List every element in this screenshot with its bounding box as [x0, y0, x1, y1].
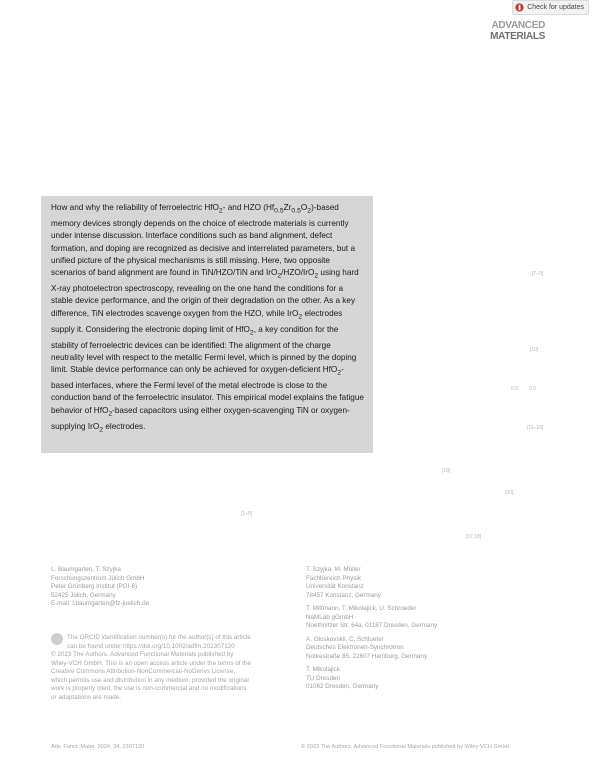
affiliation-line: 01062 Dresden, Germany: [306, 683, 379, 690]
notice-line[interactable]: can be found under https://doi.org/10.1002/adfm.202307120: [67, 642, 235, 650]
notice-line: work is properly cited, the use is non-commercial and no modifications: [51, 685, 247, 692]
license-notice: [51, 634, 301, 702]
ref-marker: [18]: [442, 468, 451, 474]
ref-marker: [11–16]: [527, 425, 544, 431]
check-for-updates-badge[interactable]: [512, 0, 589, 15]
ref-marker: [17,18]: [466, 534, 482, 540]
ref-marker: 0.5: [529, 386, 536, 392]
ref-marker: [10]: [530, 347, 539, 353]
affiliation-line: 52425 Jülich, Germany: [51, 591, 116, 599]
affiliation-line: Deutsches Elektronen-Synchrotron: [306, 644, 404, 651]
affiliation-line: TU Dresden: [306, 674, 340, 682]
journal-logo-line2: MATERIALS: [490, 31, 545, 42]
journal-logo-line1: ADVANCED: [491, 20, 545, 31]
notice-line: or adaptations are made.: [51, 693, 122, 701]
ref-marker: [20]: [505, 490, 514, 496]
affiliation-line: Notkestraße 85, 22607 Hamburg, Germany: [306, 652, 428, 660]
affiliation-line: 78457 Konstanz, Germany: [306, 591, 381, 599]
affiliation-line: T. Mikolajick: [306, 666, 340, 673]
affiliations-right: [306, 566, 437, 692]
ref-marker: [7–9]: [532, 271, 544, 277]
abstract-box: [41, 196, 373, 453]
affiliation-line[interactable]: E-mail: l.baumgarten@fz-juelich.de: [51, 600, 150, 607]
badge-label: Check for updates: [527, 4, 584, 11]
abstract-text: How and why the reliability of ferroelectric HfO$_2$- and HZO $(Hf_{0.5}Zr_{0.5}O_2)$-based memory devices strongly depends on the choice of electrode materials is currently under intense discussion. Interface conditions such as band alignment, defect formation, and doping are recognized as decisive and interrelated parameters, but a unified picture of the physical mechanisms is still missing. Here, two opposite scenarios of band alignment are found in TiN/HZO/TiN and IrO$_2$/HZO/IrO$_2$ using hard X-ray photoelectron spectroscopy, revealing on the one hand the conditions for a stable device performance, and the origin of their degradation on the other. As a key difference, TiN electrodes scavenge oxygen from the HZO, while IrO$_2$ electrodes supply it. Considering the electronic doping limit of HfO$_2$, a key condition for the stability of ferroelectric devices can be identified: The alignment of the charge neutrality level with respect to the metallic Fermi level, which is pinned by the doping limit. Stable device performance can only be achieved for oxygen-deficient HfO$_2$-based interfaces, where the Fermi level of the metal electrode is close to the conduction band of the ferroelectric insulator. This empirical model explains the fatigue behavior of HfO$_2$-based capacitors using either oxygen-scavenging TiN or oxygen-supplying IrO$_2$ electrodes.: [51, 203, 364, 434]
notice-line: Creative Commons Attribution-NonCommercial-NoDerivs License,: [51, 668, 236, 675]
ref-marker: 0.5: [511, 386, 518, 392]
affiliation-line: T. Szyjka, M. Müller: [306, 566, 361, 573]
affiliation-line: A. Gloskovskii, C. Schlueter: [306, 635, 384, 643]
notice-line: Wiley-VCH GmbH. This is an open access article under the terms of the: [51, 659, 252, 667]
affiliation-line: Peter Grünberg Institut (PGI-6): [51, 583, 138, 590]
affiliation-line: Noethnitzer Str. 64a, 01187 Dresden, Germany: [306, 622, 438, 629]
affiliation-line: L. Baumgarten, T. Szyjka: [51, 566, 121, 573]
notice-line: The ORCID identification number(s) for the author(s) of this article: [67, 634, 251, 641]
journal-logo: [490, 20, 545, 42]
crossmark-icon: [515, 3, 524, 12]
footer-citation: Adv. Funct. Mater. 2024, 34, 2307120: [51, 744, 145, 750]
affiliation-line: Universität Konstanz: [306, 583, 364, 590]
notice-line: © 2023 The Authors. Advanced Functional Materials published by: [51, 651, 234, 658]
affiliation-line: Fachbereich Physik: [306, 574, 361, 582]
notice-line: which permits use and distribution in any medium, provided the original: [51, 676, 249, 684]
ref-marker: [1–5]: [241, 511, 253, 517]
footer-copyright: © 2023 The Authors. Advanced Functional Materials published by Wiley-VCH GmbH: [301, 744, 510, 750]
affiliations-left: [51, 566, 149, 609]
affiliation-line: Forschungszentrum Jülich GmbH: [51, 574, 145, 582]
affiliation-line: NaMLab gGmbH: [306, 613, 354, 621]
affiliation-line: T. Mittmann, T. Mikolajick, U. Schroeder: [306, 605, 417, 612]
